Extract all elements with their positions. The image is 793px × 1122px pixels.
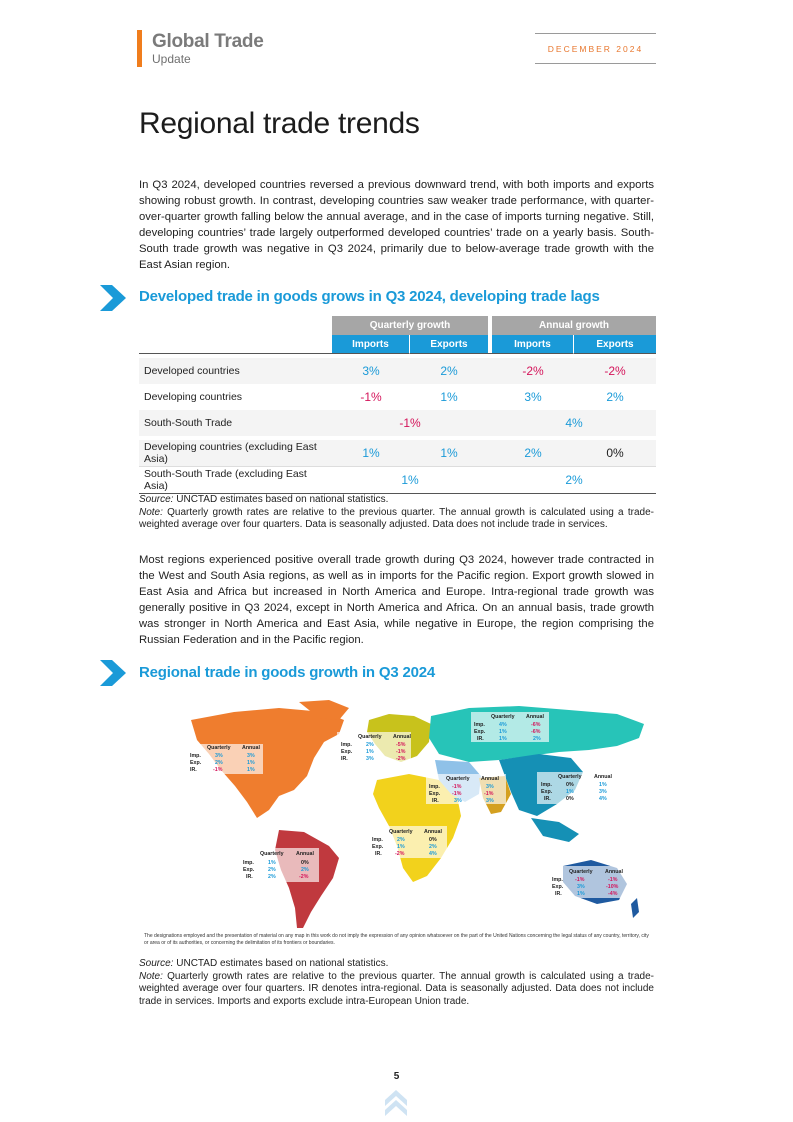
eu-q-ir: 3% [366,756,374,762]
sa-a-ir: -2% [299,874,309,880]
eu-q-exp: 1% [366,749,374,755]
af-a-exp: 2% [429,844,437,850]
svg-text:IR.: IR. [477,736,484,742]
svg-text:Imp.: Imp. [372,837,383,843]
svg-text:Exp.: Exp. [429,791,441,797]
pa-q-imp: -1% [575,877,585,883]
svg-text:IR.: IR. [375,851,382,857]
regional-paragraph: Most regions experienced positive overall trade growth during Q3 2024, however trade contracted in the West and South Asia regions, as well as in imports for the Pacific region. Export growth slowed in East Asia and Africa but increased in North America and Europe. Intra-regional trade growth was generally positive in Q3 2024, except in North America and Africa. On an annual basis, trade growth was stronger in North America and East Asia, while negative in Europe, the region comprising the Russian Federation and in the Pacific region. [139,554,654,646]
svg-text:Exp.: Exp. [372,844,384,850]
issue-date: DECEMBER 2024 [547,43,644,54]
ea-a-imp: 1% [599,782,607,788]
eu-q-imp: 2% [366,742,374,748]
ru-q-exp: 1% [499,729,507,735]
table-row: Developing countries -1% 1% 3% 2% [139,384,656,410]
ru-a-imp: -6% [531,722,541,728]
svg-text:IR.: IR. [246,874,253,880]
svg-text:Imp.: Imp. [429,784,440,790]
table-row: Developed countries 3% 2% -2% -2% [139,358,656,384]
svg-text:Imp.: Imp. [190,753,201,759]
na-q-ir: -1% [213,767,223,773]
svg-text:Annual: Annual [296,851,314,857]
pa-a-ir: -4% [608,891,618,897]
na-a-ir: 1% [247,767,255,773]
eu-a-exp: -1% [396,749,406,755]
pa-a-imp: -1% [608,877,618,883]
svg-text:Imp.: Imp. [541,782,552,788]
ea-a-exp: 3% [599,789,607,795]
svg-text:Annual: Annual [424,829,442,835]
svg-text:Exp.: Exp. [243,867,255,873]
section-arrow-icon [98,658,128,688]
svg-text:Exp.: Exp. [541,789,553,795]
svg-text:Exp.: Exp. [552,884,564,890]
eu-a-imp: -5% [396,742,406,748]
quarterly-growth-header: Quarterly growth [332,316,488,335]
header-accent-bar [137,30,142,67]
table-row: South-South Trade -1% 4% [139,410,656,436]
pa-a-exp: -10% [606,884,619,890]
svg-text:Annual: Annual [393,734,411,740]
na-q-exp: 2% [215,760,223,766]
na-a-exp: 1% [247,760,255,766]
pa-q-exp: 3% [577,884,585,890]
ru-a-exp: -6% [531,729,541,735]
svg-text:Quarterly: Quarterly [358,734,382,740]
section2-title: Regional trade in goods growth in Q3 2024 [139,664,436,681]
ea-q-ir: 0% [566,796,574,802]
svg-text:Annual: Annual [594,774,612,780]
regional-trade-map [139,698,656,930]
ea-q-exp: 1% [566,789,574,795]
map-source-note: Source: UNCTAD estimates based on national statistics. Note: Quarterly growth rates are relative to the previous quarter. The annual growth is calculated using a trade-weighted average over four quarters. IR denotes intra-regional. Data is seasonally adjusted. Data does not include trade in services. Imports and exports exclude intra-European Union trade. [139,958,654,1007]
svg-text:Imp.: Imp. [341,742,352,748]
wa-q-ir: 3% [454,798,462,804]
pa-q-ir: 1% [577,891,585,897]
wa-q-imp: -1% [452,784,462,790]
ea-q-imp: 0% [566,782,574,788]
svg-text:Annual: Annual [526,714,544,720]
ru-a-ir: 2% [533,736,541,742]
q-imports-header: Imports [332,335,410,354]
af-a-imp: 0% [429,837,437,843]
table-row: Developing countries (excluding East Asia) 1% 1% 2% 0% [139,440,656,467]
eu-a-ir: -2% [396,756,406,762]
sa-a-imp: 0% [301,860,309,866]
section-arrow-icon [98,283,128,313]
af-q-exp: 1% [397,844,405,850]
svg-text:Quarterly: Quarterly [260,851,284,857]
na-a-imp: 3% [247,753,255,759]
af-a-ir: 4% [429,851,437,857]
svg-text:Quarterly: Quarterly [446,776,470,782]
af-q-imp: 2% [397,837,405,843]
svg-text:Quarterly: Quarterly [389,829,413,835]
svg-text:Exp.: Exp. [341,749,353,755]
na-q-imp: 3% [215,753,223,759]
wa-a-ir: 3% [486,798,494,804]
q-exports-header: Exports [410,335,488,354]
sa-q-imp: 1% [268,860,276,866]
trade-growth-table [139,316,656,494]
ru-q-ir: 1% [499,736,507,742]
publication-title: Global Trade [152,31,264,52]
svg-text:Annual: Annual [605,869,623,875]
svg-text:Quarterly: Quarterly [491,714,515,720]
svg-text:Quarterly: Quarterly [558,774,582,780]
publication-subtitle: Update [152,52,191,66]
page-title: Regional trade trends [139,107,420,140]
ea-a-ir: 4% [599,796,607,802]
a-exports-header: Exports [574,335,656,354]
map-disclaimer: The designations employed and the presentation of material on any map in this work do not imply the expression of any opinion whatsoever on the part of the United Nations concerning the legal status of any country, territory, city or area or of its authorities, or concerning the delimitation of its frontiers or boundaries. [144,933,649,946]
ru-q-imp: 4% [499,722,507,728]
wa-a-imp: 3% [486,784,494,790]
table-source-note: Source: UNCTAD estimates based on national statistics. Note: Quarterly growth rates are relative to the previous quarter. The annual growth is calculated using a trade-weighted average over four quarters. Data is seasonally adjusted. Data does not include trade in services. [139,494,654,530]
section1-title: Developed trade in goods grows in Q3 2024, developing trade lags [139,288,600,305]
sa-q-exp: 2% [268,867,276,873]
svg-text:IR.: IR. [190,767,197,773]
na-quarterly-header: Quarterly [207,745,231,751]
issue-date-box [535,33,656,64]
na-annual-header: Annual [242,745,260,751]
chevron-up-icon [383,1088,409,1122]
svg-text:Exp.: Exp. [190,760,202,766]
annual-growth-header: Annual growth [492,316,656,335]
svg-text:IR.: IR. [544,796,551,802]
svg-text:Imp.: Imp. [552,877,563,883]
af-q-ir: -2% [395,851,405,857]
svg-text:Annual: Annual [481,776,499,782]
sa-a-exp: 2% [301,867,309,873]
svg-text:IR.: IR. [341,756,348,762]
a-imports-header: Imports [492,335,574,354]
svg-text:Quarterly: Quarterly [569,869,593,875]
table-row: South-South Trade (excluding East Asia) 1% 2% [139,467,656,494]
page-number: 5 [393,1071,400,1082]
wa-q-exp: -1% [452,791,462,797]
intro-paragraph: In Q3 2024, developed countries reversed a previous downward trend, with both imports and exports showing robust growth. In contrast, developing countries saw weaker trade performance, with quarter-over-quarter growth falling below the annual average, and in the case of imports turning negative. Still, developing countries’ trade largely outperformed developed countries’ trade on a yearly basis. South-South trade growth was negative in Q3 2024, primarily due to below-average trade growth with the East Asian region. [139,179,654,271]
svg-text:IR.: IR. [555,891,562,897]
sa-q-ir: 2% [268,874,276,880]
svg-text:IR.: IR. [432,798,439,804]
svg-text:Imp.: Imp. [474,722,485,728]
svg-text:Imp.: Imp. [243,860,254,866]
svg-text:Exp.: Exp. [474,729,486,735]
wa-a-exp: -1% [484,791,494,797]
